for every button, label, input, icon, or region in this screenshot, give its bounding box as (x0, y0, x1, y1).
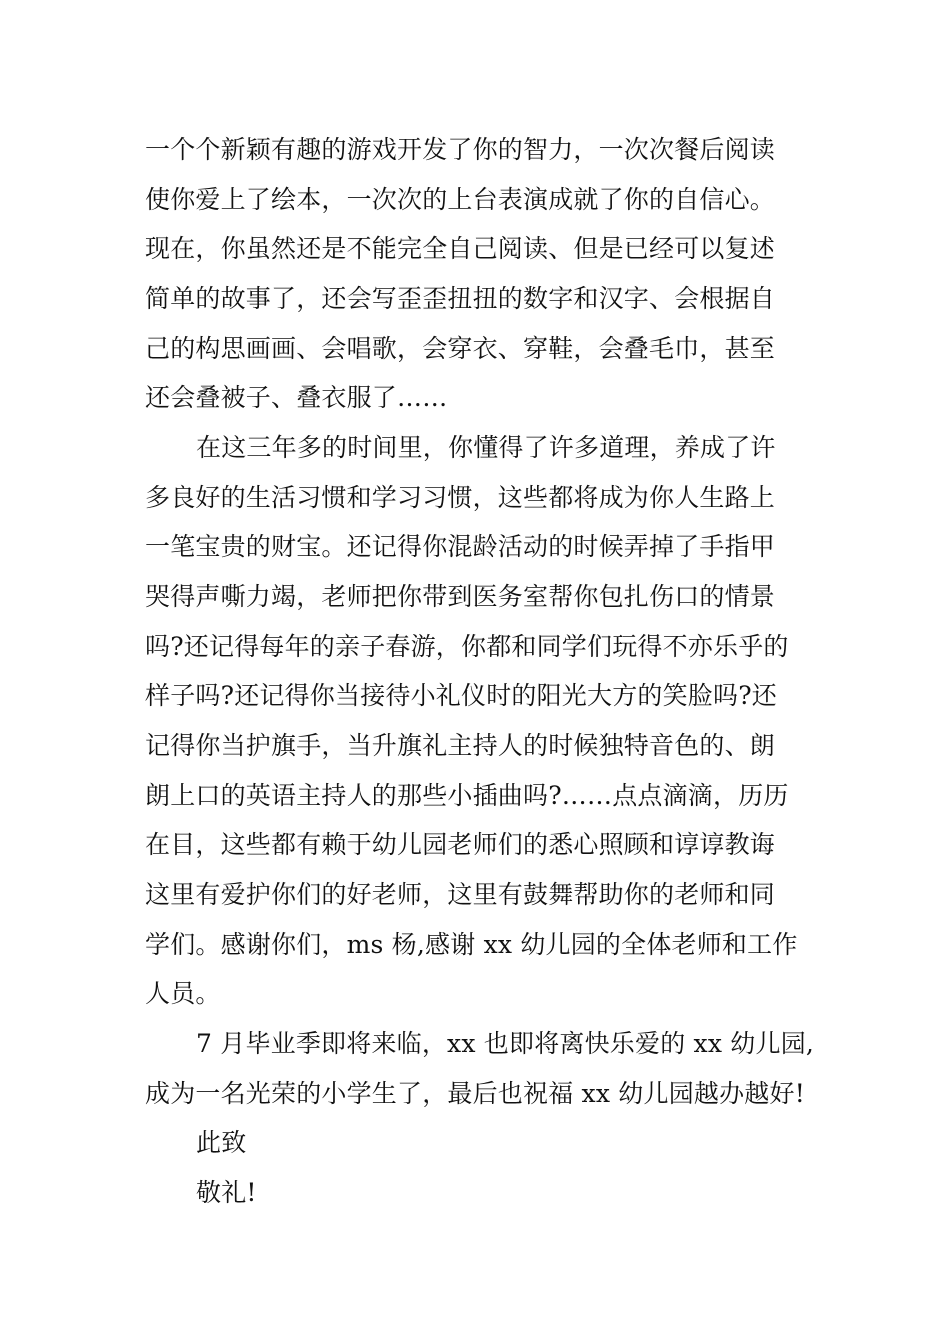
closing-regards: 敬礼! (196, 1178, 257, 1207)
text-line: 在目，这些都有赖于幼儿园老师们的悉心照顾和谆谆教诲 (145, 830, 776, 859)
text-line: 样子吗?还记得你当接待小礼仪时的阳光大方的笑脸吗?还 (145, 681, 778, 710)
text-line: 吗?还记得每年的亲子春游，你都和同学们玩得不亦乐乎的 (145, 632, 789, 661)
text-line: 记得你当护旗手，当升旗礼主持人的时候独特音色的、朗 (145, 731, 776, 760)
closing-salutation: 此致 (196, 1128, 247, 1157)
text-line: 哭得声嘶力竭，老师把你带到医务室帮你包扎伤口的情景 (145, 582, 776, 611)
text-line: 在这三年多的时间里，你懂得了许多道理，养成了许 (196, 433, 776, 462)
text-line: 朗上口的英语主持人的那些小插曲吗?……点点滴滴，历历 (145, 781, 789, 810)
text-line: 学们。感谢你们，ms 杨,感谢 xx 幼儿园的全体老师和工作 (145, 930, 798, 959)
text-line: 现在，你虽然还是不能完全自己阅读、但是已经可以复述 (145, 234, 776, 263)
text-line: 己的构思画画、会唱歌，会穿衣、穿鞋，会叠毛巾，甚至 (145, 334, 776, 363)
text-line: 一个个新颖有趣的游戏开发了你的智力，一次次餐后阅读 (145, 135, 776, 164)
text-line: 还会叠被子、叠衣服了…… (145, 383, 448, 412)
text-line: 简单的故事了，还会写歪歪扭扭的数字和汉字、会根据自 (145, 284, 776, 313)
text-line: 这里有爱护你们的好老师，这里有鼓舞帮助你的老师和同 (145, 880, 776, 909)
text-line: 7 月毕业季即将来临，xx 也即将离快乐爱的 xx 幼儿园, (196, 1029, 815, 1058)
text-line: 多良好的生活习惯和学习习惯，这些都将成为你人生路上 (145, 483, 776, 512)
text-line: 人员。 (145, 979, 221, 1008)
text-line: 成为一名光荣的小学生了，最后也祝福 xx 幼儿园越办越好! (145, 1079, 805, 1108)
text-line: 使你爱上了绘本，一次次的上台表演成就了你的自信心。 (145, 185, 776, 214)
text-line: 一笔宝贵的财宝。还记得你混龄活动的时候弄掉了手指甲 (145, 532, 776, 561)
